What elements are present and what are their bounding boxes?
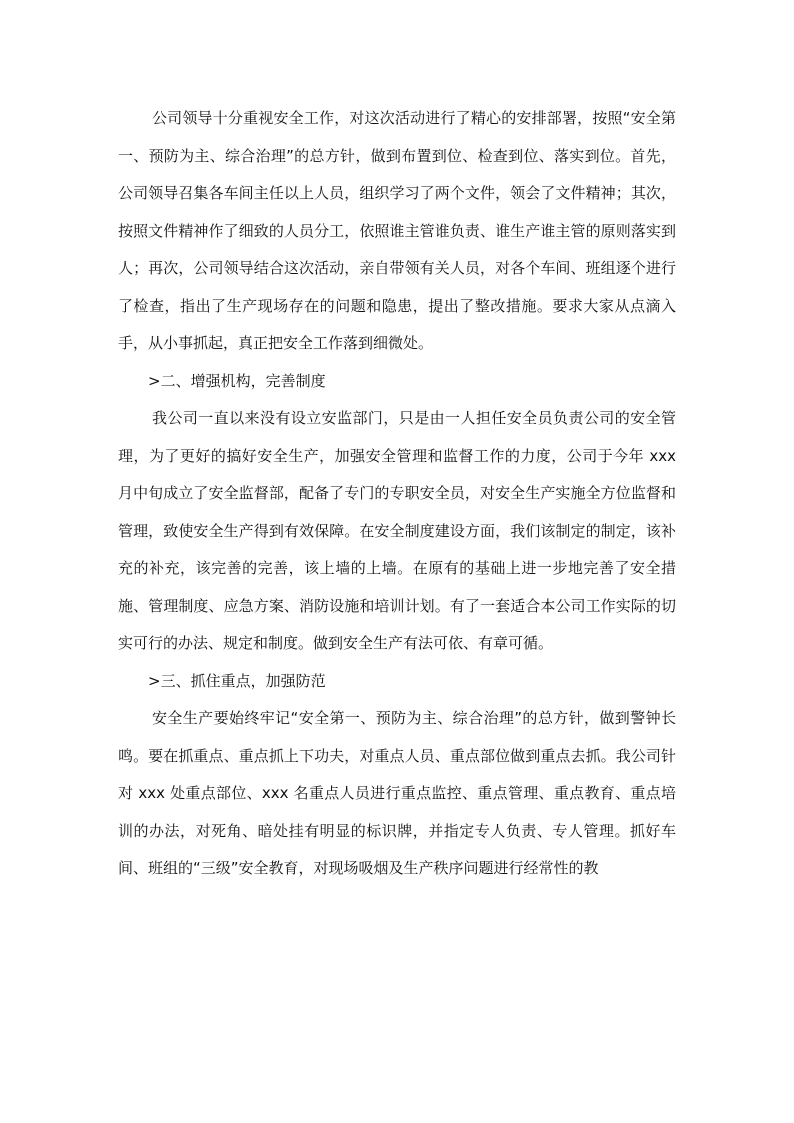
paragraph-leadership: 公司领导十分重视安全工作，对这次活动进行了精心的安排部署，按照“安全第一、预防为主、综合治理”的总方针，做到布置到位、检查到位、落实到位。首先，公司领导召集各车间主任以上人员，组织学习了两个文件，领会了文件精神；其次，按照文件精神作了细致的人员分工，依照谁主管谁负责、谁生产谁主管的原则落实到人；再次，公司领导结合这次活动，亲自带领有关人员，对各个车间、班组逐个进行了检查，指出了生产现场存在的问题和隐患，提出了整改措施。要求大家从点滴入手，从小事抓起，真正把安全工作落到细微处。 xyxy=(118,109,676,352)
section-heading-3: >三、抓住重点，加强防范 xyxy=(148,671,326,690)
document-body xyxy=(118,100,676,888)
paragraph-key-points: 安全生产要始终牢记“安全第一、预防为主、综合治理”的总方针，做到警钟长鸣。要在抓重点、重点抓上下功夫，对重点人员、重点部位做到重点去抓。我公司针对 xxx 处重点部位、xxx 名重点人员进行重点监控、重点管理、重点教育、重点培训的办法，对死角、暗处挂有明显的标识牌，并指定专人负责、专人管理。抓好车间、班组的“三级”安全教育，对现场吸烟及生产秩序问题进行经常性的教 xyxy=(118,709,676,877)
paragraph-organization: 我公司一直以来没有设立安监部门，只是由一人担任安全员负责公司的安全管理，为了更好的搞好安全生产，加强安全管理和监督工作的力度，公司于今年 xxx 月中旬成立了安全监督部，配备了专门的专职安全员，对安全生产实施全方位监督和管理，致使安全生产得到有效保障。在安全制度建设方面，我们该制定的制定，该补充的补充，该完善的完善，该上墙的上墙。在原有的基础上进一步地完善了安全措施、管理制度、应急方案、消防设施和培训计划。有了一套适合本公司工作实际的切实可行的办法、规定和制度。做到安全生产有法可依、有章可循。 xyxy=(118,409,676,652)
section-heading-2: >二、增强机构，完善制度 xyxy=(148,371,326,390)
